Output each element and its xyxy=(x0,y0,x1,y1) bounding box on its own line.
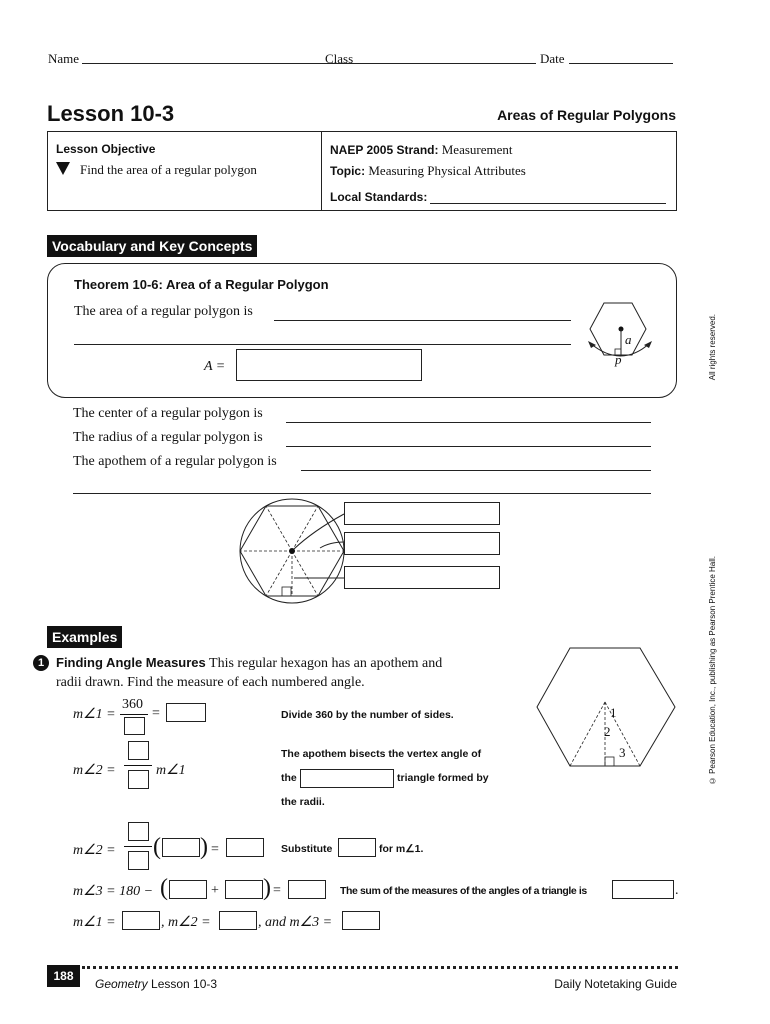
angle-label-1: 1 xyxy=(610,705,617,720)
m2-triangle-type-box[interactable] xyxy=(300,769,394,788)
formula-lhs: A = xyxy=(204,359,226,374)
m3-plus: + xyxy=(211,883,219,898)
m3-open-paren: ( xyxy=(160,875,168,901)
footer-dotted-rule xyxy=(82,966,678,969)
date-label: Date xyxy=(540,51,565,66)
example-intro-line1: This regular hexagon has an apothem and xyxy=(209,656,443,671)
pointer-center xyxy=(294,514,344,549)
m2b-answer-box[interactable] xyxy=(226,838,264,857)
m2-numerator-box[interactable] xyxy=(128,741,149,760)
m2b-substitute-box[interactable] xyxy=(338,838,376,857)
page-number-badge: 188 xyxy=(47,965,80,987)
m1-numerator: 360 xyxy=(122,697,143,712)
objective-box xyxy=(47,131,677,211)
local-standards-blank[interactable] xyxy=(430,203,666,204)
m2-rhs: m∠1 xyxy=(156,763,186,778)
apothem-def-text: The apothem of a regular polygon is xyxy=(73,454,277,469)
m2b-open-paren: ( xyxy=(153,834,161,860)
m1-note: Divide 360 by the number of sides. xyxy=(281,709,454,721)
m3-note: The sum of the measures of the angles of a triangle is xyxy=(340,885,587,897)
example-intro-line2: radii drawn. Find the measure of each numbered angle. xyxy=(56,675,365,690)
m1-denominator-box[interactable] xyxy=(124,717,145,735)
m2-note-after: triangle formed by xyxy=(397,772,489,784)
m2b-note-sub: Substitute xyxy=(281,843,333,855)
footer-book xyxy=(95,977,217,991)
m3-period: . xyxy=(675,883,679,898)
m1-answer-box[interactable] xyxy=(166,703,206,722)
example-number-badge: 1 xyxy=(33,655,49,671)
figure-label-a: a xyxy=(625,332,632,347)
center-def-text: The center of a regular polygon is xyxy=(73,406,263,421)
lesson-title: Lesson 10-3 xyxy=(47,101,175,126)
vocab-heading: Vocabulary and Key Concepts xyxy=(47,235,257,257)
m2-lhs: m∠2 = xyxy=(73,763,116,778)
formula-answer-box[interactable] xyxy=(236,349,422,381)
m2b-numerator-box[interactable] xyxy=(128,822,149,841)
apothem-right-angle xyxy=(282,587,291,596)
class-label: Class xyxy=(325,51,354,66)
header-line xyxy=(48,51,678,69)
m3-box-a[interactable] xyxy=(169,880,207,899)
examples-heading: Examples xyxy=(47,626,122,648)
m2-note-line1: The apothem bisects the vertex angle of xyxy=(281,748,482,760)
footer-guide: Daily Notetaking Guide xyxy=(554,977,677,991)
m2b-denominator-box[interactable] xyxy=(128,851,149,870)
label-box-apothem[interactable] xyxy=(344,566,500,589)
theorem-blank-2[interactable] xyxy=(74,344,571,345)
objective-bullet xyxy=(56,162,70,175)
example-right-angle xyxy=(605,757,614,766)
m2-note-the: the xyxy=(281,772,297,784)
example-hexagon xyxy=(537,648,675,766)
example-title: Finding Angle Measures xyxy=(56,655,206,670)
topic-line xyxy=(330,163,526,179)
m2b-note-for: for m∠1. xyxy=(379,843,424,855)
m3-lhs: m∠3 = 180 − xyxy=(73,884,154,899)
example-intro xyxy=(56,655,442,672)
m2b-equals: = xyxy=(211,842,219,857)
theorem-text: The area of a regular polygon is xyxy=(74,304,253,319)
m2-note-line3: the radii. xyxy=(281,796,325,808)
m3-sum-box[interactable] xyxy=(612,880,674,899)
final-m1-box[interactable] xyxy=(122,911,160,930)
apothem-def-blank-1[interactable] xyxy=(301,470,651,471)
final-m3-label: , and m∠3 = xyxy=(258,915,333,930)
m3-answer-box[interactable] xyxy=(288,880,326,899)
m2-denominator-box[interactable] xyxy=(128,770,149,789)
m3-close-paren: ) xyxy=(263,875,271,901)
objective-text: Find the area of a regular polygon xyxy=(80,162,257,177)
final-m2-label: , m∠2 = xyxy=(161,915,211,930)
naep-value: Measurement xyxy=(441,142,513,157)
m3-box-b[interactable] xyxy=(225,880,263,899)
rights-note: All rights reserved. xyxy=(708,314,717,381)
label-box-center[interactable] xyxy=(344,502,500,525)
angle-label-2: 2 xyxy=(604,724,611,739)
m1-lhs: m∠1 = xyxy=(73,707,116,722)
topic-value: Measuring Physical Attributes xyxy=(368,163,526,178)
radius-def-text: The radius of a regular polygon is xyxy=(73,430,263,445)
class-blank[interactable] xyxy=(356,63,536,64)
m2b-paren-box[interactable] xyxy=(162,838,200,857)
theorem-blank-1[interactable] xyxy=(274,320,571,321)
topic-label: Topic: xyxy=(330,164,366,178)
theorem-title: Theorem 10-6: Area of a Regular Polygon xyxy=(74,277,329,292)
small-hexagon xyxy=(590,303,646,355)
local-standards-label: Local Standards: xyxy=(330,190,428,204)
final-m3-box[interactable] xyxy=(342,911,380,930)
m3-equals: = xyxy=(273,883,281,898)
m2b-fraction-bar xyxy=(124,846,152,847)
hexagon-circle-figure xyxy=(238,496,350,608)
example-hexagon-figure xyxy=(534,646,678,768)
angle-label-3: 3 xyxy=(619,745,626,760)
m2b-close-paren: ) xyxy=(200,834,208,860)
copyright-note: © Pearson Education, Inc., publishing as Pearson Prentice Hall. xyxy=(708,556,717,786)
date-blank[interactable] xyxy=(569,63,673,64)
radius-def-blank[interactable] xyxy=(286,446,651,447)
label-box-radius[interactable] xyxy=(344,532,500,555)
final-m2-box[interactable] xyxy=(219,911,257,930)
objective-heading: Lesson Objective xyxy=(56,142,156,156)
name-label: Name xyxy=(48,51,80,66)
center-def-blank[interactable] xyxy=(286,422,651,423)
footer-book-title: Geometry xyxy=(95,977,148,991)
m1-fraction-bar xyxy=(120,714,148,715)
topic-title: Areas of Regular Polygons xyxy=(497,107,676,123)
m2b-lhs: m∠2 = xyxy=(73,843,116,858)
final-m1-label: m∠1 = xyxy=(73,915,116,930)
m2-fraction-bar xyxy=(124,765,152,766)
naep-label: NAEP 2005 Strand: xyxy=(330,143,439,157)
figure-label-p: p xyxy=(615,352,622,367)
objective-divider xyxy=(321,132,322,210)
m1-equals: = xyxy=(152,706,160,721)
naep-line xyxy=(330,142,513,158)
theorem-box xyxy=(47,263,677,398)
footer-lesson: Lesson 10-3 xyxy=(151,977,218,991)
apothem-def-blank-2[interactable] xyxy=(73,493,651,494)
